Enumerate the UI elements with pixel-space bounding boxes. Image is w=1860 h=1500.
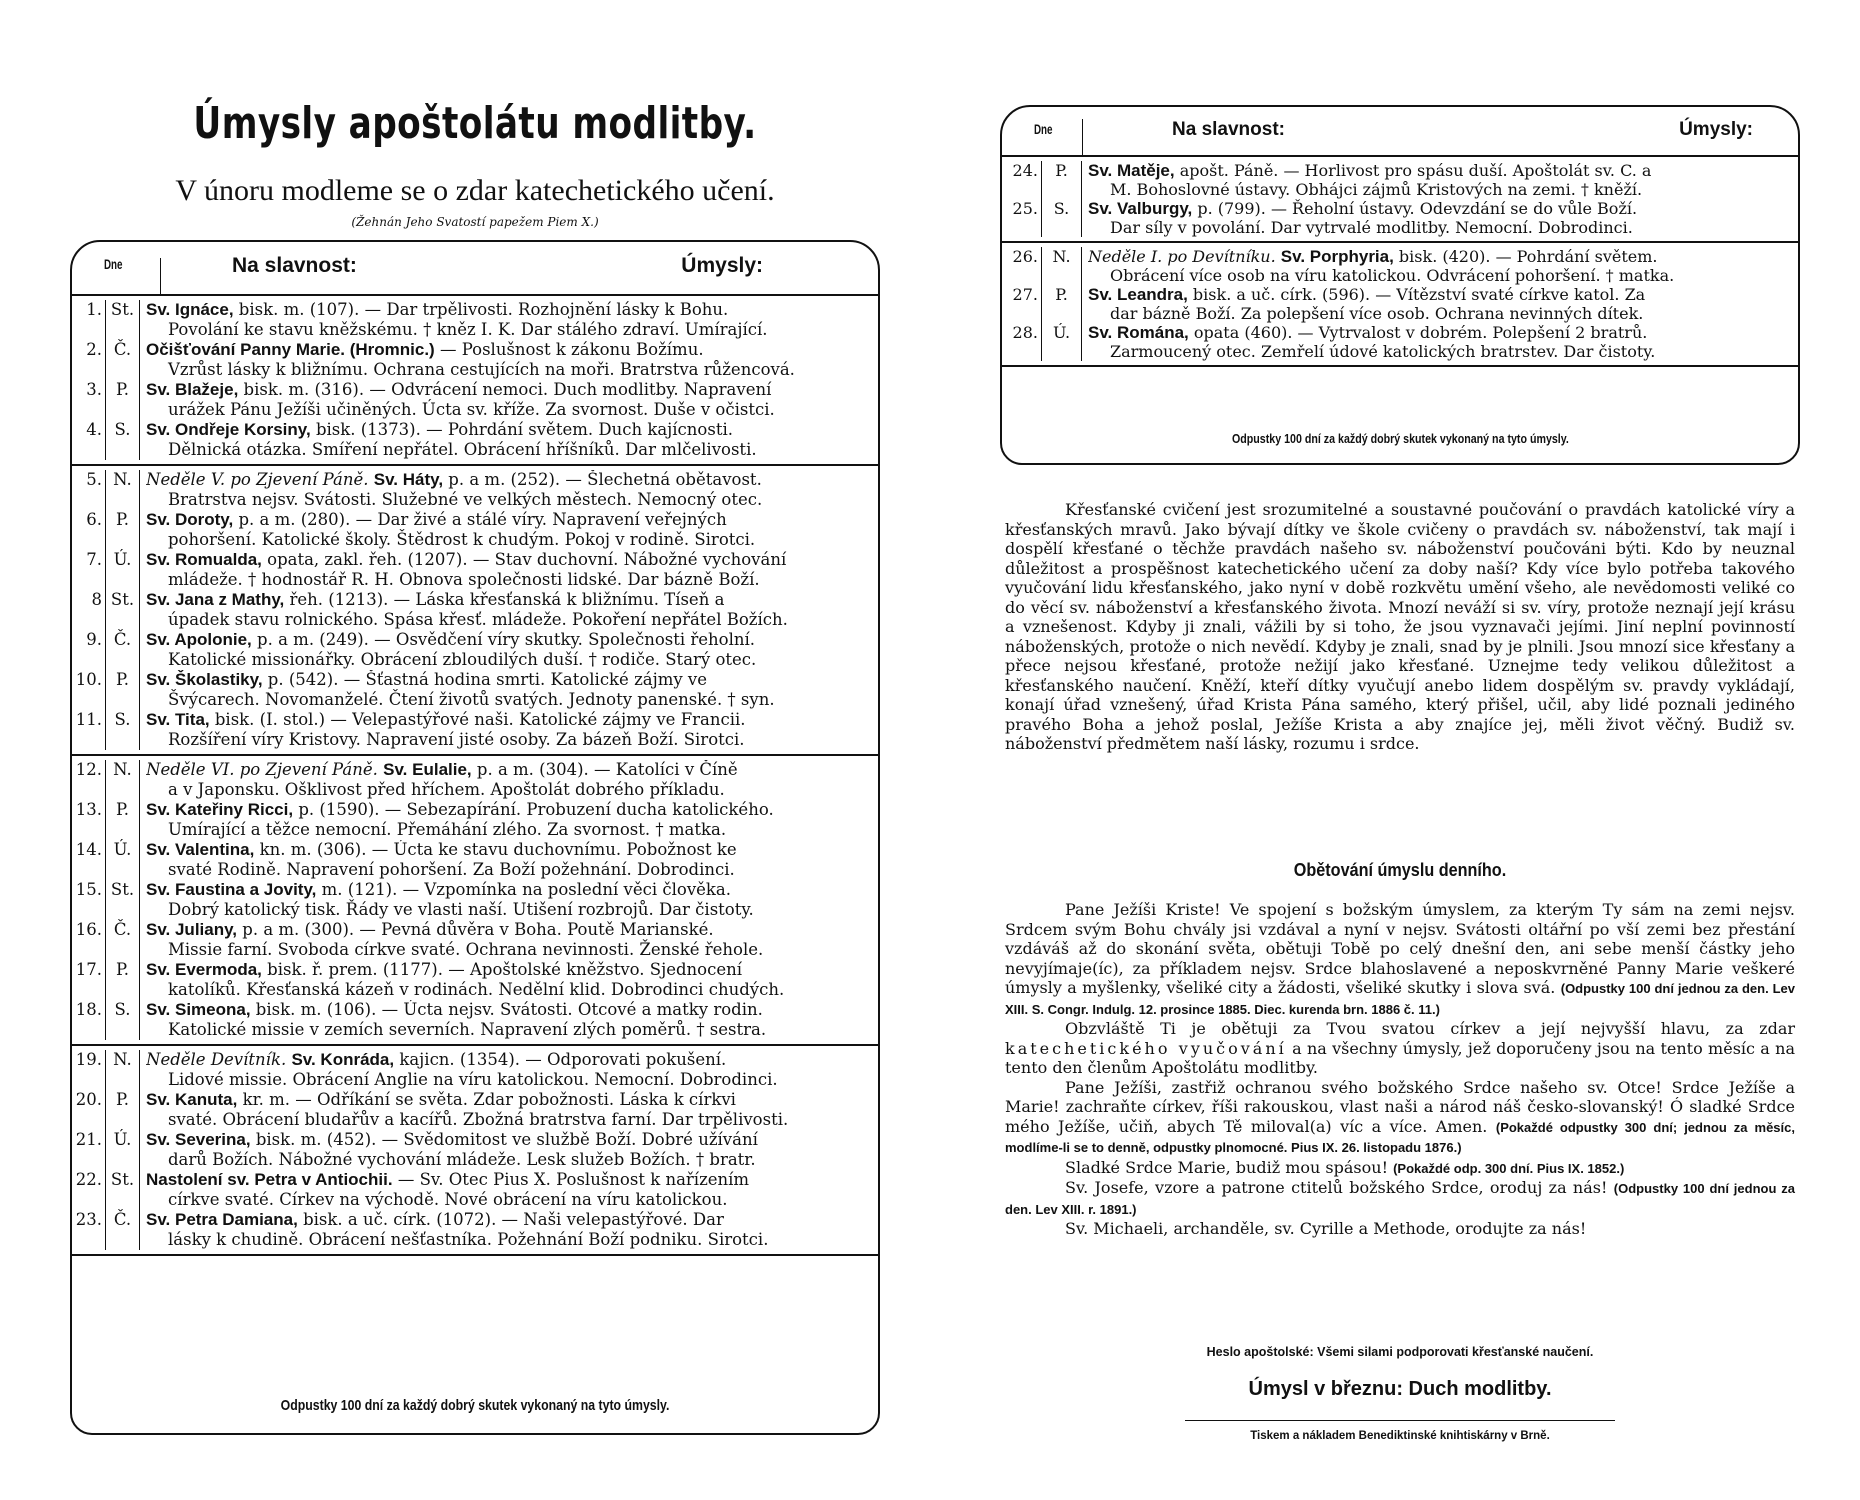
saint-name: Sv. Blažeje, (146, 380, 239, 399)
day-number: 16. (72, 920, 106, 960)
weekday: P. (1042, 285, 1082, 323)
entry-line-2: svaté Rodině. Napravení pohoršení. Za Boží požehnání. Dobrodinci. (168, 860, 735, 879)
day-number: 5. (72, 470, 106, 510)
intentions-text: p. a m. (249). — Osvědčení víry skutky. Společnosti řeholní. (251, 630, 756, 649)
day-number: 26. (1002, 247, 1042, 285)
day-number: 15. (72, 880, 106, 920)
intentions-calendar-right (1000, 105, 1800, 465)
entry-line-2: katolíků. Křesťanská kázeň v rodinách. Nedělní klid. Dobrodinci chudých. (168, 980, 785, 999)
entry-line-2: Povolání ke stavu kněžskému. † kněz I. K. Dar stálého zdraví. Umírající. (168, 320, 768, 339)
intentions-text: bisk. m. (316). — Odvrácení nemoci. Duch modlitby. Napravení (238, 380, 772, 399)
day-entry (140, 1170, 878, 1210)
weekday: N. (1042, 247, 1082, 285)
day-entry (140, 1000, 878, 1040)
entry-line-1 (146, 1210, 872, 1230)
saint-name: Sv. Severina, (146, 1130, 251, 1149)
entry-line-1 (146, 630, 872, 650)
day-number: 6. (72, 510, 106, 550)
saint-name: Sv. Konráda, (291, 1050, 395, 1069)
weekday: S. (1042, 199, 1082, 237)
page-title: Úmysly apoštolátu modlitby. (193, 98, 757, 149)
offering-paragraph-4 (1005, 1158, 1795, 1179)
entry-line-2: Rozšíření víry Kristovy. Napravení jisté osoby. Za bázeň Boží. Sirotci. (168, 730, 745, 749)
calendar-row (72, 420, 878, 460)
weekday: Ú. (1042, 323, 1082, 361)
offering-title: Obětování úmyslu denního. (1293, 860, 1507, 880)
intentions-text: p. (799). — Řeholní ústavy. Odevzdání se do vůle Boží. (1192, 199, 1638, 218)
intentions-calendar-left (70, 240, 880, 1435)
day-entry (1082, 285, 1798, 323)
calendar-row (72, 1170, 878, 1210)
intentions-text: p. a m. (280). — Dar živé a stálé víry. Napravení veřejných (233, 510, 727, 529)
saint-name: Sv. Porphyria, (1280, 247, 1394, 266)
day-entry (140, 420, 878, 460)
entry-line-2: Švýcarech. Novomanželé. Čtení životů svatých. Jednoty panenské. † syn. (168, 690, 775, 709)
day-entry (140, 1050, 878, 1090)
entry-line-1 (146, 1170, 872, 1190)
entry-line-1 (146, 760, 872, 780)
calendar-week (72, 756, 878, 1046)
saint-name: Sv. Evermoda, (146, 960, 262, 979)
header-divider (160, 258, 161, 294)
saint-name: Sv. Doroty, (146, 510, 234, 529)
intentions-text: kn. m. (306). — Úcta ke stavu duchovnímu. Pobožnost ke (254, 840, 737, 859)
day-entry (140, 470, 878, 510)
header-feast: Na slavnost: (1172, 119, 1285, 140)
weekday: N. (106, 470, 140, 510)
saint-name: Sv. Leandra, (1088, 285, 1188, 304)
entry-line-2: lásky k chudině. Obrácení nešťastníka. Požehnání Boží podniku. Sirotci. (168, 1230, 769, 1249)
indulgence-note: (Pokaždé odpustky 300 dní; jednou za měsíc, modlíme-li se to denně, odpustky plnomocné. Pius IX. 26. listopadu 1876.) (1005, 1119, 1795, 1155)
saint-name: Nastolení sv. Petra v Antiochii. (146, 1170, 393, 1189)
calendar-row (72, 510, 878, 550)
entry-line-1 (146, 920, 872, 940)
entry-line-1 (146, 510, 872, 530)
saint-name: Sv. Romualda, (146, 550, 262, 569)
header-day: Dne (1033, 121, 1053, 137)
weekday: P. (106, 670, 140, 710)
entry-line-1 (146, 1130, 872, 1150)
day-entry (140, 510, 878, 550)
saint-name: Sv. Valburgy, (1088, 199, 1193, 218)
offering-text: Pane Ježíši, zastřiž ochranou svého božského Srdce našeho sv. Otce! Srdce Ježíše a Marie! zachraňte církev, říši rakouskou, vlast naši a národ náš česko-slovanský! Ó sladké Srdce mého Ježíše, učiň, abych Tě miloval(a) víc a více. Amen. (1005, 1077, 1795, 1136)
day-entry (140, 670, 878, 710)
weekday: S. (106, 1000, 140, 1040)
day-number: 11. (72, 710, 106, 750)
daily-offering (1005, 900, 1795, 1239)
day-entry (140, 760, 878, 800)
weekday: Ú. (106, 1130, 140, 1170)
saint-name: Sv. Kanuta, (146, 1090, 238, 1109)
day-entry (140, 340, 878, 380)
weekday: N. (106, 760, 140, 800)
day-number: 24. (1002, 161, 1042, 199)
offering-paragraph-6 (1005, 1219, 1795, 1239)
calendar-week (72, 1046, 878, 1256)
intentions-text: m. (121). — Vzpomínka na poslední věci člověka. (316, 880, 731, 899)
saint-name: Sv. Apolonie, (146, 630, 252, 649)
entry-line-1 (1088, 161, 1792, 180)
entry-line-1 (1088, 323, 1792, 342)
saint-name: Očišťování Panny Marie. (Hromnic.) (146, 340, 435, 359)
header-intentions: Úmysly: (1679, 119, 1753, 140)
day-entry (1082, 247, 1798, 285)
day-number: 20. (72, 1090, 106, 1130)
offering-text: Sv. Michaeli, archanděle, sv. Cyrille a Methode, orodujte za nás! (1065, 1219, 1587, 1238)
intentions-text: kajicn. (1354). — Odporovati pokušení. (394, 1050, 727, 1069)
intentions-text: — Poslušnost k zákonu Božímu. (434, 340, 704, 359)
entry-line-2: M. Bohoslovné ústavy. Obhájci zájmů Kristových na zemi. † kněží. (1110, 180, 1643, 199)
offering-paragraph-5 (1005, 1178, 1795, 1219)
intentions-text: bisk. a uč. círk. (596). — Vítězství svaté církve katol. Za (1187, 285, 1646, 304)
entry-line-1 (1088, 285, 1792, 304)
day-entry (140, 1210, 878, 1250)
entry-line-2: mládeže. † hodnostář R. H. Obnova společnosti lidské. Dar bázně Boží. (168, 570, 760, 589)
calendar-header (1002, 107, 1798, 157)
day-entry (140, 880, 878, 920)
weekday: St. (106, 880, 140, 920)
indulgence-note: (Pokaždé odp. 300 dní. Pius IX. 1852.) (1393, 1160, 1625, 1176)
indulgence-footer (72, 1379, 878, 1433)
intentions-text: p. a m. (252). — Šlechetná obětavost. (443, 470, 762, 489)
calendar-row (72, 470, 878, 510)
entry-line-2: Dar síly v povolání. Dar vytrvalé modlitby. Nemocní. Dobrodinci. (1110, 218, 1633, 237)
calendar-week (1002, 243, 1798, 367)
saint-name: Sv. Jana z Mathy, (146, 590, 285, 609)
calendar-week (72, 296, 878, 466)
day-number: 14. (72, 840, 106, 880)
weekday: Ú. (106, 840, 140, 880)
entry-line-1 (146, 340, 872, 360)
entry-line-1 (146, 590, 872, 610)
calendar-weeks (1002, 157, 1798, 367)
entry-line-1 (146, 960, 872, 980)
day-entry (140, 920, 878, 960)
intentions-text: bisk. (1373). — Pohrdání světem. Duch kajícnosti. (310, 420, 733, 439)
calendar-row (72, 1210, 878, 1250)
saint-name: Sv. Matěje, (1088, 161, 1175, 180)
entry-line-2: urážek Pánu Ježíši učiněných. Úcta sv. kříže. Za svornost. Duše v očistci. (168, 400, 775, 419)
intentions-text: bisk. a uč. círk. (1072). — Naši velepastýřové. Dar (297, 1210, 724, 1229)
day-entry (140, 550, 878, 590)
weekday: Č. (106, 1210, 140, 1250)
day-entry (1082, 199, 1798, 237)
day-number: 19. (72, 1050, 106, 1090)
entry-line-2: Bratrstva nejsv. Svátosti. Služebné ve velkých městech. Nemocný otec. (168, 490, 763, 509)
saint-name: Sv. Romána, (1088, 323, 1189, 342)
day-entry (1082, 323, 1798, 361)
indulgence-text: Odpustky 100 dní za každý dobrý skutek vykonaný na tyto úmysly. (280, 1397, 670, 1414)
page-subtitle: V únoru modleme se o zdar katechetického učení. (175, 174, 775, 207)
entry-line-2: Dělnická otázka. Smíření nepřátel. Obrácení hříšníků. Dar mlčelivosti. (168, 440, 757, 459)
calendar-row (72, 300, 878, 340)
sunday-label: Neděle Devítník. (146, 1050, 292, 1069)
intentions-text: p. (1590). — Sebezapírání. Probuzení ducha katolického. (293, 800, 774, 819)
offering-text: Obzvláště Ti je obětuji za Tvou svatou církev a její nejvyšší hlavu, za zdar (1065, 1019, 1795, 1038)
entry-line-1 (146, 1000, 872, 1020)
saint-name: Sv. Simeona, (146, 1000, 251, 1019)
weekday: P. (106, 510, 140, 550)
calendar-row (1002, 323, 1798, 361)
saint-name: Sv. Školastiky, (146, 670, 263, 689)
entry-line-2: svaté. Obrácení bludařův a kacířů. Zbožná bratrstva farní. Dar trpělivosti. (168, 1110, 789, 1129)
sunday-label: Neděle I. po Devítníku. (1088, 247, 1281, 266)
day-entry (140, 800, 878, 840)
day-number: 27. (1002, 285, 1042, 323)
day-entry (140, 630, 878, 670)
saint-name: Sv. Ondřeje Korsiny, (146, 420, 311, 439)
day-entry (140, 960, 878, 1000)
day-number: 1. (72, 300, 106, 340)
indulgence-footer (1002, 415, 1798, 463)
entry-line-2: dar bázně Boží. Za polepšení více osob. Ochrana nevinných dítek. (1110, 304, 1644, 323)
weekday: S. (106, 710, 140, 750)
weekday: P. (106, 800, 140, 840)
day-entry (1082, 161, 1798, 199)
offering-paragraph-1 (1005, 900, 1795, 1019)
divider-line (1185, 1420, 1615, 1421)
entry-line-2: darů Božích. Nábožné vychování mládeže. Lesk služeb Božích. † bratr. (168, 1150, 756, 1169)
indulgence-note: (Odpustky 100 dní jednou za den. Lev XIII. r. 1891.) (1005, 1181, 1795, 1217)
calendar-row (72, 1000, 878, 1040)
saint-name: Sv. Eulalie, (383, 760, 472, 779)
intentions-text: kr. m. — Odříkání se světa. Zdar pobožnosti. Láska k církvi (237, 1090, 736, 1109)
weekday: Č. (106, 920, 140, 960)
intentions-text: bisk. (420). — Pohrdání světem. (1393, 247, 1658, 266)
intentions-text: p. a m. (300). — Pevná důvěra v Boha. Poutě Marianské. (237, 920, 714, 939)
day-entry (140, 380, 878, 420)
apostolic-motto: Heslo apoštolské: Všemi silami podporovati křesťanské naučení. (1206, 1345, 1594, 1359)
day-number: 21. (72, 1130, 106, 1170)
offering-text: Sladké Srdce Marie, budiž mou spásou! (1065, 1157, 1388, 1177)
day-entry (140, 710, 878, 750)
weekday: Ú. (106, 550, 140, 590)
day-number: 22. (72, 1170, 106, 1210)
entry-line-1 (146, 470, 872, 490)
calendar-row (72, 380, 878, 420)
intentions-text: p. a m. (304). — Katolíci v Číně (471, 760, 738, 779)
offering-text: a na všechny úmysly, jež doporučeny jsou na tento měsíc a na tento den členům Apoštolátu modlitby. (1005, 1038, 1796, 1077)
day-number: 23. (72, 1210, 106, 1250)
saint-name: Sv. Kateřiny Ricci, (146, 800, 294, 819)
intentions-text: p. (542). — Šťastná hodina smrti. Katolické zájmy ve (262, 670, 708, 689)
entry-line-2: pohoršení. Katolické školy. Štědrost k chudým. Pokoj v rodině. Sirotci. (168, 530, 756, 549)
day-entry (140, 300, 878, 340)
entry-line-1 (146, 300, 872, 320)
day-entry (140, 590, 878, 630)
day-number: 4. (72, 420, 106, 460)
header-intentions: Úmysly: (681, 254, 763, 277)
intentions-text: bisk. (I. stol.) — Velepastýřové naši. Katolické zájmy ve Francii. (209, 710, 746, 729)
entry-line-1 (146, 550, 872, 570)
intentions-text: bisk. m. (106). — Úcta nejsv. Svátosti. Otcové a matky rodin. (250, 1000, 763, 1019)
entry-line-2: Vzrůst lásky k bližnímu. Ochrana cestujících na moři. Bratrstva růžencová. (168, 360, 795, 379)
printer-imprint: Tiskem a nákladem Benediktinské knihtiskárny v Brně. (1250, 1430, 1550, 1442)
entry-line-1 (1088, 199, 1792, 218)
entry-line-2: úpadek stavu rolnického. Spása křesť. mládeže. Pokoření nepřátel Božích. (168, 610, 788, 629)
entry-line-2: Umírající a těžce nemocní. Přemáhání zlého. Za svornost. † matka. (168, 820, 727, 839)
intentions-text: bisk. m. (107). — Dar trpělivosti. Rozhojnění lásky k Bohu. (233, 300, 729, 319)
calendar-week (72, 466, 878, 756)
intentions-text: bisk. m. (452). — Svědomitost ve službě Boží. Dobré užívání (250, 1130, 758, 1149)
calendar-row (72, 800, 878, 840)
calendar-row (72, 920, 878, 960)
entry-line-2: Missie farní. Svoboda církve svaté. Ochrana nevinnosti. Ženské řehole. (168, 940, 764, 959)
day-number: 28. (1002, 323, 1042, 361)
saint-name: Sv. Valentina, (146, 840, 255, 859)
intentions-text: apošt. Páně. — Horlivost pro spásu duší. Apoštolát sv. C. a (1174, 161, 1652, 180)
weekday: S. (106, 420, 140, 460)
weekday: P. (1042, 161, 1082, 199)
papal-approval: (Žehnán Jeho Svatostí papežem Piem X.) (351, 215, 599, 229)
entry-line-2: Dobrý katolický tisk. Řády ve vlasti naší. Utišení rozbrojů. Dar čistoty. (168, 900, 754, 919)
indulgence-text: Odpustky 100 dní za každý dobrý skutek vykonaný na tyto úmysly. (1231, 431, 1569, 446)
day-number: 9. (72, 630, 106, 670)
saint-name: Sv. Petra Damiana, (146, 1210, 298, 1229)
calendar-row (72, 340, 878, 380)
intentions-text: — Sv. Otec Pius X. Poslušnost k nařízením (392, 1170, 750, 1189)
weekday: Č. (106, 630, 140, 670)
entry-line-1 (146, 800, 872, 820)
day-entry (140, 840, 878, 880)
sunday-label: Neděle V. po Zjevení Páně. (146, 470, 374, 489)
entry-line-1 (146, 1050, 872, 1070)
saint-name: Sv. Háty, (373, 470, 444, 489)
entry-line-1 (146, 880, 872, 900)
calendar-row (1002, 199, 1798, 237)
weekday: P. (106, 1090, 140, 1130)
day-number: 7. (72, 550, 106, 590)
calendar-row (1002, 285, 1798, 323)
calendar-week (1002, 157, 1798, 243)
weekday: P. (106, 960, 140, 1000)
header-day: Dne (103, 256, 123, 272)
entry-line-1 (146, 670, 872, 690)
calendar-row (72, 960, 878, 1000)
calendar-row (72, 710, 878, 750)
saint-name: Sv. Juliany, (146, 920, 238, 939)
weekday: N. (106, 1050, 140, 1090)
calendar-row (72, 590, 878, 630)
calendar-row (1002, 247, 1798, 285)
day-number: 12. (72, 760, 106, 800)
intentions-text: opata, zakl. řeh. (1207). — Stav duchovní. Nábožné vychování (261, 550, 787, 569)
weekday: St. (106, 1170, 140, 1210)
offering-paragraph-2 (1005, 1019, 1795, 1078)
entry-line-1 (1088, 247, 1792, 266)
day-entry (140, 1130, 878, 1170)
header-divider (1082, 119, 1083, 155)
entry-line-2: Katolické missie v zemích severních. Napravení zlých poměrů. † sestra. (168, 1020, 767, 1039)
weekday: St. (106, 300, 140, 340)
intentions-text: bisk. ř. prem. (1177). — Apoštolské kněžstvo. Sjednocení (261, 960, 743, 979)
header-feast: Na slavnost: (232, 254, 357, 277)
weekday: St. (106, 590, 140, 630)
entry-line-1 (146, 840, 872, 860)
entry-line-2: a v Japonsku. Ošklivost před hříchem. Apoštolát dobrého příkladu. (168, 780, 725, 799)
calendar-row (72, 550, 878, 590)
march-intention: Úmysl v březnu: Duch modlitby. (1248, 1378, 1552, 1400)
intentions-text: řeh. (1213). — Láska křesťanská k bližnímu. Tíseň a (284, 590, 725, 609)
entry-line-1 (146, 710, 872, 730)
indulgence-note: (Odpustky 100 dní jednou za den. Lev XIII. S. Congr. Indulg. 12. prosince 1885. Diec. kurenda brn. 1886 č. 11.) (1005, 981, 1795, 1017)
entry-line-1 (146, 380, 872, 400)
offering-text: Pane Ježíši Kriste! Ve spojení s božským úmyslem, za kterým Ty sám na zemi nejsv. Srdcem svým Bohu chvály jsi vzdával a nyní v nejsv. Svátosti oltářní po vší zemi bez přestání vzdáváš až do skonání světa, obětuji Tobě po celý dnešní den, ani sebe menší částky jeho nevyjímaje(íc), za příkladem nejsv. Srdce blahoslavené a neposkvrněné Panny Marie veškeré úmysly a myšlenky, všeliké city a žádosti, všeliké skutky i slova svá. (1005, 900, 1795, 997)
calendar-row (72, 1090, 878, 1130)
calendar-row (72, 840, 878, 880)
day-number: 18. (72, 1000, 106, 1040)
calendar-header (72, 242, 878, 296)
sunday-label: Neděle VI. po Zjevení Páně. (146, 760, 384, 779)
saint-name: Sv. Ignáce, (146, 300, 234, 319)
day-number: 13. (72, 800, 106, 840)
day-number: 17. (72, 960, 106, 1000)
calendar-row (72, 1050, 878, 1090)
calendar-row (1002, 161, 1798, 199)
day-number: 3. (72, 380, 106, 420)
day-number: 8 (72, 590, 106, 630)
entry-line-2: Katolické missionářky. Obrácení zbloudilých duší. † rodiče. Starý otec. (168, 650, 757, 669)
catechesis-paragraph: Křesťanské cvičení jest srozumitelné a soustavné poučování o pravdách katolické víry a křesťanských mravů. Jako bývají dítky ve škole cvičeny o pravdách sv. náboženství, tak mají i dospělí křesťané o těchže pravdách našeho sv. náboženství poučováni býti. Kdo by neuznal důležitost a prospěšnost katechetického učení za doby naší? Kdy více bylo potřeba takového vyučování lidu křesťanského, jako nyní v době rozkvětu umění všeho, ale nevědomosti veliké co do věcí sv. náboženství a křesťanského života. Mnozí neváží si sv. víry, protože neznají její krásu a vznešenost. Kdyby ji znali, vážili by si toho, že jsou vyznavači jejími. Jiní neplní povinností náboženských, protože o nich nevědí. Kdyby je znali, snad by je plnili. Jsou mnozí sice křesťany a přece nejsou křesťané, protože nežijí jako křesťané. Uznejme tedy velikou důležitost a křesťanského naučení. Kněží, kteří dítky vyučují anebo lidem dospělým sv. pravdy vykládají, konají úřad vznešený, úřad Krista Pána samého, který přišel, učil, aby lidé poznali jediného pravého Boha a jehož poslal, Ježíše Krista a aby znajíce jej, měli život věčný. Budiž sv. náboženství předmětem naší lásky, rozumu i srdce. (1005, 500, 1795, 753)
entry-line-2: Lidové missie. Obrácení Anglie na víru katolickou. Nemocní. Dobrodinci. (168, 1070, 778, 1089)
calendar-row (72, 760, 878, 800)
entry-line-2: církve svaté. Církev na východě. Nové obrácení na víru katolickou. (168, 1190, 728, 1209)
day-number: 10. (72, 670, 106, 710)
intentions-text: opata (460). — Vytrvalost v dobrém. Polepšení 2 bratrů. (1188, 323, 1648, 342)
day-number: 2. (72, 340, 106, 380)
weekday: Č. (106, 340, 140, 380)
entry-line-1 (146, 1090, 872, 1110)
entry-line-1 (146, 420, 872, 440)
calendar-row (72, 1130, 878, 1170)
weekday: P. (106, 380, 140, 420)
calendar-weeks (72, 296, 878, 1256)
day-entry (140, 1090, 878, 1130)
calendar-row (72, 670, 878, 710)
saint-name: Sv. Tita, (146, 710, 210, 729)
spaced-text: katechetického vyučování (1005, 1038, 1287, 1058)
calendar-row (72, 880, 878, 920)
entry-line-2: Obrácení více osob na víru katolickou. Odvrácení pohoršení. † matka. (1110, 266, 1675, 285)
offering-text: Sv. Josefe, vzore a patrone ctitelů božského Srdce, oroduj za nás! (1065, 1178, 1608, 1197)
saint-name: Sv. Faustina a Jovity, (146, 880, 317, 899)
offering-paragraph-3 (1005, 1078, 1795, 1158)
day-number: 25. (1002, 199, 1042, 237)
entry-line-2: Zarmoucený otec. Zemřelí údové katolických bratrstev. Dar čistoty. (1110, 342, 1656, 361)
calendar-row (72, 630, 878, 670)
